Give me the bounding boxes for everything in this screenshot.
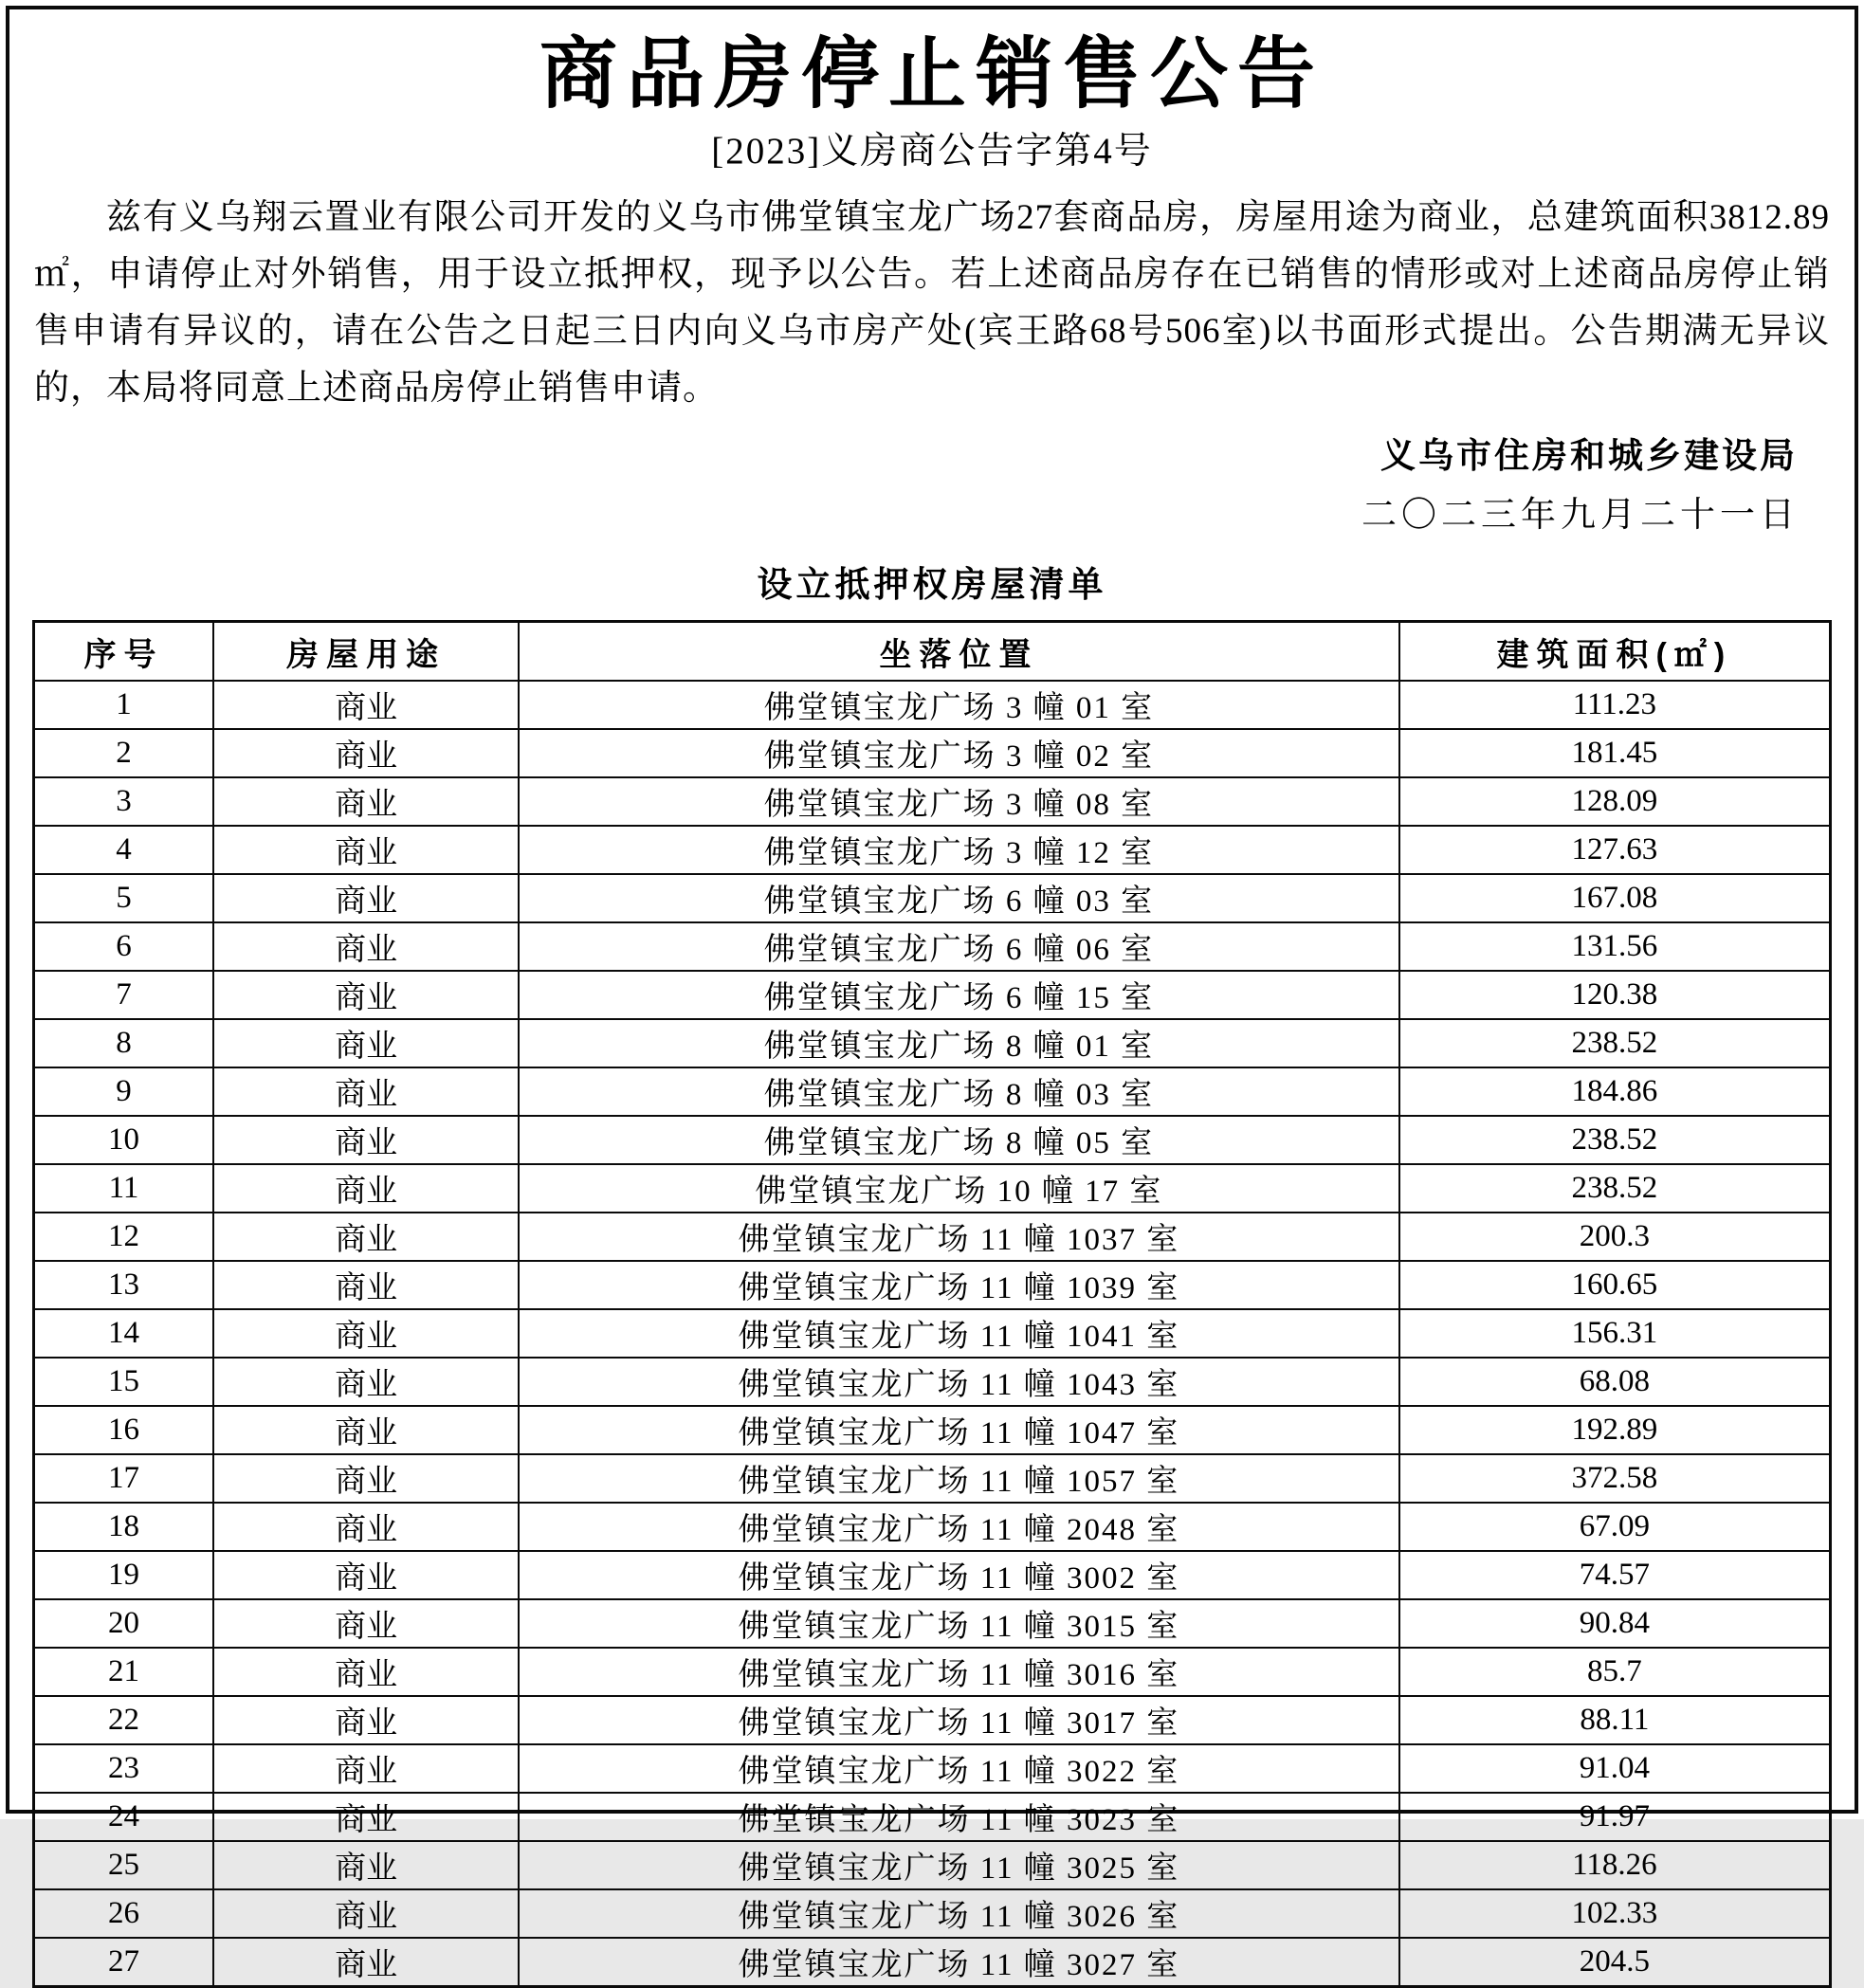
table-cell: 167.08 [1399, 874, 1831, 922]
table-cell: 佛堂镇宝龙广场 11 幢 3023 室 [519, 1793, 1399, 1841]
table-cell: 127.63 [1399, 826, 1831, 874]
table-row [34, 1358, 1831, 1406]
table-cell: 佛堂镇宝龙广场 11 幢 3017 室 [519, 1696, 1399, 1744]
table-cell: 11 [34, 1164, 214, 1213]
table-cell: 204.5 [1399, 1938, 1831, 1987]
table-cell: 19 [34, 1551, 214, 1599]
table-cell: 10 [34, 1116, 214, 1164]
table-row [34, 826, 1831, 874]
table-cell: 商业 [213, 1116, 519, 1164]
table-cell: 商业 [213, 681, 519, 729]
table-cell: 商业 [213, 1648, 519, 1696]
header-serial-number: 序号 [34, 622, 214, 682]
table-cell: 商业 [213, 1454, 519, 1503]
table-row [34, 1454, 1831, 1503]
table-cell: 192.89 [1399, 1406, 1831, 1454]
table-row [34, 1648, 1831, 1696]
table-cell: 商业 [213, 729, 519, 777]
table-cell: 商业 [213, 1261, 519, 1309]
table-cell: 佛堂镇宝龙广场 6 幢 06 室 [519, 922, 1399, 971]
table-row [34, 1213, 1831, 1261]
table-cell: 佛堂镇宝龙广场 3 幢 02 室 [519, 729, 1399, 777]
table-cell: 118.26 [1399, 1841, 1831, 1889]
table-cell: 佛堂镇宝龙广场 8 幢 03 室 [519, 1067, 1399, 1116]
table-cell: 佛堂镇宝龙广场 11 幢 1041 室 [519, 1309, 1399, 1358]
table-cell: 25 [34, 1841, 214, 1889]
table-cell: 238.52 [1399, 1116, 1831, 1164]
table-cell: 商业 [213, 1599, 519, 1648]
table-row [34, 1889, 1831, 1938]
table-cell: 5 [34, 874, 214, 922]
table-cell: 佛堂镇宝龙广场 11 幢 3016 室 [519, 1648, 1399, 1696]
table-cell: 商业 [213, 1793, 519, 1841]
table-cell: 佛堂镇宝龙广场 11 幢 1047 室 [519, 1406, 1399, 1454]
table-cell: 23 [34, 1744, 214, 1793]
table-title: 设立抵押权房屋清单 [757, 565, 1107, 605]
header-building-area: 建筑面积(㎡) [1399, 622, 1831, 682]
table-row [34, 1309, 1831, 1358]
table-row [34, 971, 1831, 1019]
table-cell: 佛堂镇宝龙广场 3 幢 08 室 [519, 777, 1399, 826]
table-cell: 商业 [213, 1213, 519, 1261]
table-cell: 90.84 [1399, 1599, 1831, 1648]
table-cell: 16 [34, 1406, 214, 1454]
table-cell: 26 [34, 1889, 214, 1938]
table-cell: 商业 [213, 777, 519, 826]
table-cell: 372.58 [1399, 1454, 1831, 1503]
table-cell: 佛堂镇宝龙广场 11 幢 3022 室 [519, 1744, 1399, 1793]
table-cell: 4 [34, 826, 214, 874]
table-row [34, 874, 1831, 922]
table-cell: 17 [34, 1454, 214, 1503]
table-cell: 21 [34, 1648, 214, 1696]
table-cell: 佛堂镇宝龙广场 8 幢 05 室 [519, 1116, 1399, 1164]
issuing-authority: 义乌市住房和城乡建设局 [1380, 436, 1798, 476]
announcement-body: 兹有义乌翔云置业有限公司开发的义乌市佛堂镇宝龙广场27套商品房，房屋用途为商业，总建筑面积3812.89㎡，申请停止对外销售，用于设立抵押权，现予以公告。若上述商品房存在已销售的情形或对上述商品房停止销售申请有异议的，请在公告之日起三日内向义乌市房产处(宾王路68号506室)以书面形式提出。公告期满无异议的，本局将同意上述商品房停止销售申请。 [34, 198, 1830, 409]
table-cell: 184.86 [1399, 1067, 1831, 1116]
table-cell: 8 [34, 1019, 214, 1067]
table-cell: 商业 [213, 874, 519, 922]
table-cell: 15 [34, 1358, 214, 1406]
table-cell: 131.56 [1399, 922, 1831, 971]
mortgage-house-table [32, 620, 1832, 1988]
table-cell: 商业 [213, 1164, 519, 1213]
table-cell: 商业 [213, 1841, 519, 1889]
table-cell: 商业 [213, 1019, 519, 1067]
table-cell: 181.45 [1399, 729, 1831, 777]
table-cell: 佛堂镇宝龙广场 11 幢 1057 室 [519, 1454, 1399, 1503]
table-cell: 13 [34, 1261, 214, 1309]
table-cell: 111.23 [1399, 681, 1831, 729]
table-cell: 佛堂镇宝龙广场 11 幢 1037 室 [519, 1213, 1399, 1261]
table-cell: 238.52 [1399, 1019, 1831, 1067]
table-cell: 佛堂镇宝龙广场 11 幢 3027 室 [519, 1938, 1399, 1987]
table-cell: 20 [34, 1599, 214, 1648]
table-row [34, 1938, 1831, 1987]
table-cell: 佛堂镇宝龙广场 3 幢 01 室 [519, 681, 1399, 729]
table-cell: 商业 [213, 1406, 519, 1454]
table-row [34, 1744, 1831, 1793]
table-cell: 1 [34, 681, 214, 729]
table-row [34, 1793, 1831, 1841]
page-title: 商品房停止销售公告 [539, 31, 1325, 118]
table-cell: 238.52 [1399, 1164, 1831, 1213]
table-cell: 7 [34, 971, 214, 1019]
table-cell: 商业 [213, 1503, 519, 1551]
table-header-row [34, 622, 1831, 682]
table-cell: 18 [34, 1503, 214, 1551]
table-cell: 67.09 [1399, 1503, 1831, 1551]
table-cell: 商业 [213, 1358, 519, 1406]
page-border-frame [6, 6, 1858, 1983]
table-cell: 佛堂镇宝龙广场 11 幢 3002 室 [519, 1551, 1399, 1599]
table-row [34, 1551, 1831, 1599]
table-row [34, 777, 1831, 826]
table-cell: 74.57 [1399, 1551, 1831, 1599]
table-row [34, 1503, 1831, 1551]
table-cell: 佛堂镇宝龙广场 11 幢 1043 室 [519, 1358, 1399, 1406]
table-cell: 商业 [213, 1889, 519, 1938]
table-cell: 9 [34, 1067, 214, 1116]
table-cell: 6 [34, 922, 214, 971]
table-cell: 商业 [213, 1067, 519, 1116]
table-row [34, 1164, 1831, 1213]
table-cell: 14 [34, 1309, 214, 1358]
table-row [34, 1406, 1831, 1454]
table-cell: 佛堂镇宝龙广场 10 幢 17 室 [519, 1164, 1399, 1213]
table-cell: 佛堂镇宝龙广场 11 幢 3025 室 [519, 1841, 1399, 1889]
table-row [34, 1599, 1831, 1648]
table-cell: 68.08 [1399, 1358, 1831, 1406]
table-cell: 12 [34, 1213, 214, 1261]
table-row [34, 1067, 1831, 1116]
table-row [34, 1261, 1831, 1309]
header-house-usage: 房屋用途 [213, 622, 519, 682]
table-cell: 88.11 [1399, 1696, 1831, 1744]
table-row [34, 1019, 1831, 1067]
table-cell: 27 [34, 1938, 214, 1987]
table-cell: 156.31 [1399, 1309, 1831, 1358]
table-row [34, 1841, 1831, 1889]
table-cell: 佛堂镇宝龙广场 11 幢 2048 室 [519, 1503, 1399, 1551]
table-row [34, 1696, 1831, 1744]
table-cell: 佛堂镇宝龙广场 11 幢 1039 室 [519, 1261, 1399, 1309]
table-cell: 商业 [213, 1696, 519, 1744]
table-cell: 91.97 [1399, 1793, 1831, 1841]
table-cell: 128.09 [1399, 777, 1831, 826]
table-cell: 佛堂镇宝龙广场 6 幢 15 室 [519, 971, 1399, 1019]
table-cell: 商业 [213, 971, 519, 1019]
issue-date: 二〇二三年九月二十一日 [1361, 496, 1800, 536]
table-cell: 2 [34, 729, 214, 777]
table-cell: 佛堂镇宝龙广场 8 幢 01 室 [519, 1019, 1399, 1067]
table-cell: 佛堂镇宝龙广场 11 幢 3026 室 [519, 1889, 1399, 1938]
table-cell: 3 [34, 777, 214, 826]
table-cell: 商业 [213, 826, 519, 874]
table-cell: 佛堂镇宝龙广场 6 幢 03 室 [519, 874, 1399, 922]
table-cell: 商业 [213, 1744, 519, 1793]
document-number: [2023]义房商公告字第4号 [711, 131, 1153, 173]
table-row [34, 922, 1831, 971]
table-cell: 佛堂镇宝龙广场 11 幢 3015 室 [519, 1599, 1399, 1648]
table-cell: 商业 [213, 1938, 519, 1987]
table-cell: 22 [34, 1696, 214, 1744]
table-body [34, 681, 1831, 1987]
table-cell: 商业 [213, 1551, 519, 1599]
table-cell: 91.04 [1399, 1744, 1831, 1793]
table-cell: 160.65 [1399, 1261, 1831, 1309]
table-row [34, 729, 1831, 777]
header-location: 坐落位置 [519, 622, 1399, 682]
table-row [34, 681, 1831, 729]
table-cell: 85.7 [1399, 1648, 1831, 1696]
table-cell: 佛堂镇宝龙广场 3 幢 12 室 [519, 826, 1399, 874]
table-row [34, 1116, 1831, 1164]
table-cell: 商业 [213, 1309, 519, 1358]
table-cell: 200.3 [1399, 1213, 1831, 1261]
table-cell: 120.38 [1399, 971, 1831, 1019]
table-cell: 24 [34, 1793, 214, 1841]
table-cell: 商业 [213, 922, 519, 971]
table-cell: 102.33 [1399, 1889, 1831, 1938]
